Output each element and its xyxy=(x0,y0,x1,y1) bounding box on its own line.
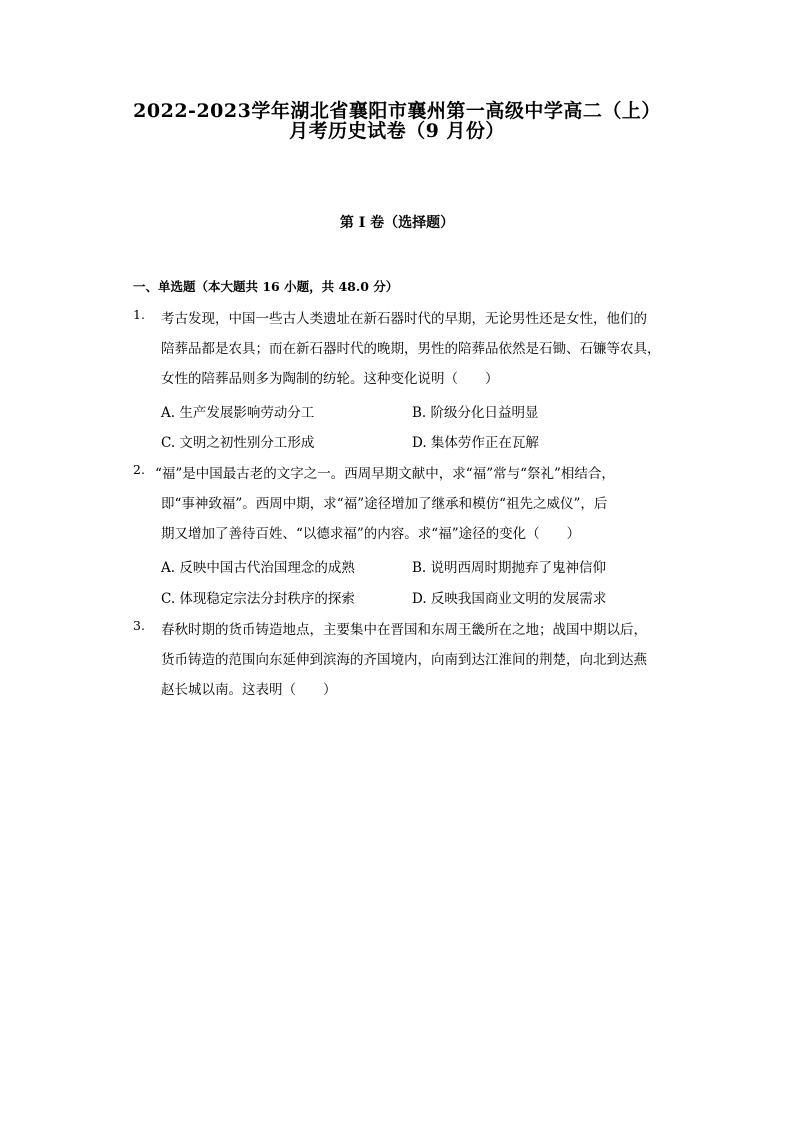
question-text-line: “福”是中国最古老的文字之一。西周早期文献中，求“福”常与“祭礼”相结合， xyxy=(155,466,615,482)
question-number: 3. xyxy=(133,618,145,633)
option-d[interactable]: D. 集体劳作正在瓦解 xyxy=(412,435,539,451)
question-text-line: 陪葬品都是农具；而在新石器时代的晚期，男性的陪葬品依然是石锄、石镰等农具， xyxy=(161,341,661,357)
question-text-line: 期又增加了善待百姓、“以德求福”的内容。求“福”途径的变化（ ） xyxy=(161,526,581,542)
question-text-line: 货币铸造的范围向东延伸到滨海的齐国境内，向南到达江淮间的荆楚，向北到达燕 xyxy=(161,652,647,668)
option-b[interactable]: B. 阶级分化日益明显 xyxy=(412,405,539,421)
section-title: 第 I 卷（选择题） xyxy=(339,215,455,231)
paper-title-line-1: 2022-2023学年湖北省襄阳市襄州第一高级中学高二（上） xyxy=(133,100,661,122)
option-c[interactable]: C. 文明之初性别分工形成 xyxy=(161,435,315,451)
part-heading: 一、单选题（本大题共 16 小题，共 48.0 分） xyxy=(133,279,399,294)
question-number: 2. xyxy=(133,462,145,477)
question-number: 1. xyxy=(133,307,145,322)
question-text-line: 女性的陪葬品则多为陶制的纺轮。这种变化说明（ ） xyxy=(161,371,499,387)
question-text-line: 春秋时期的货币铸造地点，主要集中在晋国和东周王畿所在之地；战国中期以后， xyxy=(161,622,647,638)
option-c[interactable]: C. 体现稳定宗法分封秩序的探索 xyxy=(161,591,355,607)
question-text-line: 考古发现，中国一些古人类遗址在新石器时代的早期，无论男性还是女性，他们的 xyxy=(161,311,647,327)
question-text-line: 即“事神致福”。西周中期，求“福”途径增加了继承和模仿“祖先之威仪”，后 xyxy=(161,496,608,512)
paper-title-line-2-text: 月考历史试卷（9 月份） xyxy=(289,120,505,142)
question-text-line: 赵长城以南。这表明（ ） xyxy=(161,682,337,698)
option-d[interactable]: D. 反映我国商业文明的发展需求 xyxy=(412,591,607,607)
option-a[interactable]: A. 反映中国古代治国理念的成熟 xyxy=(161,560,355,576)
option-a[interactable]: A. 生产发展影响劳动分工 xyxy=(161,405,315,421)
option-b[interactable]: B. 说明西周时期抛弃了鬼神信仰 xyxy=(412,560,607,576)
